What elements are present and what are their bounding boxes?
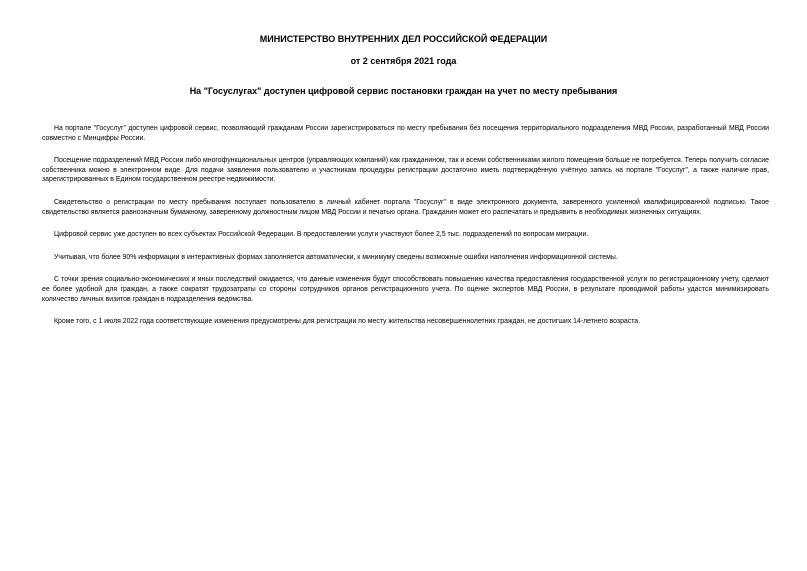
paragraph-1: На портале "Госуслуг" доступен цифровой сервис, позволяющий гражданам России зарегистрироваться по месту пребывания без посещения территориального подразделения МВД России, разработанный МВД России совместно с Минцифры России.	[42, 125, 769, 142]
document-title: На "Госуслугах" доступен цифровой сервис постановки граждан на учет по месту пребывания	[189, 86, 618, 96]
paragraph-2: Посещение подразделений МВД России либо многофункциональных центров (управляющих компаний) как гражданином, так и всеми собственниками жилого помещения больше не потребуется. Теперь получить согласие собственника можно в электронном виде. Для подачи заявления пользователю и участникам процедуры регистрации достаточно иметь подтверждённую учётную запись на портале "Госуслуг", а также наличие прав, зарегистрированных в Едином государственном реестре недвижимости.	[42, 157, 769, 184]
paragraph-3: Свидетельство о регистрации по месту пребывания поступает пользователю в личный кабинет портала "Госуслуг" в виде электронного документа, заверенного усиленной квалифицированной подписью. Такое свидетельство является равнозначным бумажному, заверенному должностным лицом МВД России и печатью органа. Гражданин может его распечатать и предъявить в необходимых жизненных ситуациях.	[42, 198, 769, 216]
document-date: от 2 сентября 2021 года	[350, 56, 457, 66]
organization-heading: МИНИСТЕРСТВО ВНУТРЕННИХ ДЕЛ РОССИЙСКОЙ ФЕДЕРАЦИИ	[259, 34, 548, 44]
document-body	[42, 124, 769, 340]
paragraph-4: Цифровой сервис уже доступен во всех субъектах Российской Федерации. В предоставлении услуги участвуют более 2,5 тыс. подразделений по вопросам миграции.	[54, 231, 589, 239]
paragraph-5: Учитывая, что более 90% информации в интерактивных формах заполняется автоматически, к минимуму сведены возможные ошибки наполнения информационной системы.	[54, 253, 618, 261]
paragraph-6: С точки зрения социально-экономических и иных последствий ожидается, что данные изменения будут способствовать повышению качества предоставления государственной услуги по регистрационному учету, сделают ее более удобной для граждан, а также сократят трудозатраты со стороны сотрудников органов регистрационного учета. По оценке экспертов МВД России, в результате проводимой работы удастся минимизировать количество личных визитов граждан в подразделения ведомства.	[42, 276, 769, 303]
paragraph-7: Кроме того, с 1 июля 2022 года соответствующие изменения предусмотрены для регистрации по месту жительства несовершеннолетних граждан, не достигших 14-летнего возраста.	[54, 318, 641, 326]
